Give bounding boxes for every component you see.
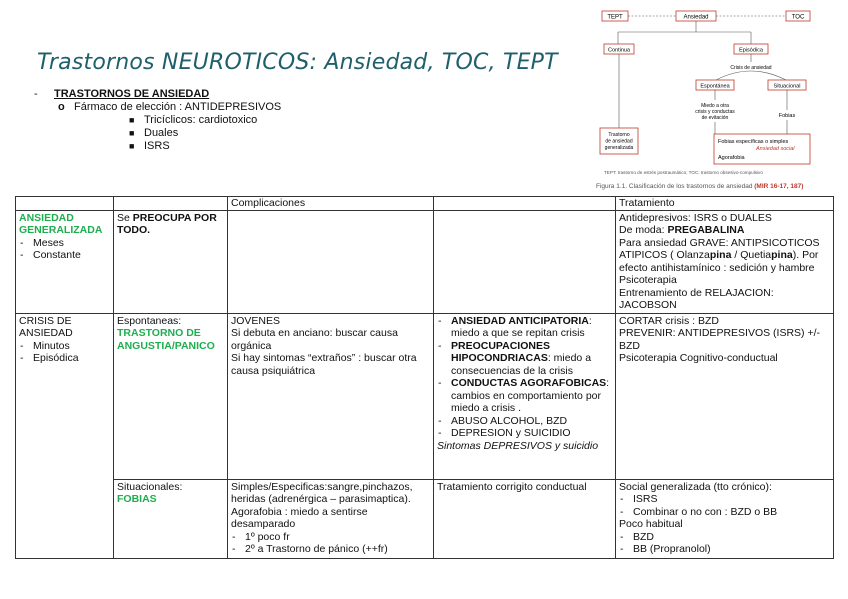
label-miedo-3: de evitación xyxy=(701,115,729,121)
list-item: - Minutos xyxy=(20,339,70,352)
node-episodica: Episódica xyxy=(739,47,763,54)
header-complicaciones: Complicaciones xyxy=(228,197,434,211)
comp-line: Si hay sintomas “extraños” : buscar otra causa psiquiátrica xyxy=(231,352,417,377)
dash-bullet: - xyxy=(34,88,38,100)
type-name: FOBIAS xyxy=(117,493,157,505)
table-header-row xyxy=(16,197,834,211)
tto-line: De moda: PREGABALINA xyxy=(619,224,745,236)
disorder-name: ANSIEDAD GENERALIZADA xyxy=(19,211,103,236)
figure-legend: TEPT: trastorno de estrés postraumático; TOC: trastorno obsesivo-compulsivo xyxy=(604,170,763,175)
node-tag-1: Trastorno xyxy=(608,132,630,138)
node-agorafobia: Agorafobia xyxy=(718,155,745,161)
figure-caption xyxy=(596,183,803,190)
node-tag-3: generalizada xyxy=(604,145,634,151)
disorder-name: CRISIS DE ANSIEDAD xyxy=(19,314,73,339)
square-bullet-icon: ■ xyxy=(129,128,135,138)
comp-line: Agorafobia : miedo a sentirse desamparado xyxy=(231,505,368,530)
list-item: - BB (Propranolol) xyxy=(620,543,711,555)
outline-item xyxy=(34,127,281,140)
tto-line: Antidepresivos: ISRS o DUALES xyxy=(619,211,772,224)
label-fobias: Fobias xyxy=(778,113,796,119)
list-item: - ISRS xyxy=(620,493,658,505)
list-item: - Constante xyxy=(20,249,81,261)
caption-text: Figura 1.1. Clasificación de los trastornos de ansiedad xyxy=(596,183,753,190)
list-item: - 1º poco fr xyxy=(232,530,290,543)
node-toc: TOC xyxy=(791,14,805,21)
classification-diagram xyxy=(596,4,822,192)
header-tratamiento: Tratamiento xyxy=(616,197,834,211)
list-item: - CONDUCTAS AGORAFOBICAS: cambios en comportamiento por miedo a crisis . xyxy=(438,377,610,414)
label-miedo-1: Miedo a otra xyxy=(701,103,729,109)
tto-line: Social generalizada (tto crónico): xyxy=(619,480,772,493)
node-continua: Continua xyxy=(607,47,631,54)
node-ansiedad: Ansiedad xyxy=(683,14,709,21)
type-name: TRASTORNO DE ANGUSTIA/PANICO xyxy=(117,327,215,352)
outline-item xyxy=(34,140,281,153)
header-cell-empty xyxy=(16,197,114,211)
caption-ref: (MIR 16-17, 187) xyxy=(754,183,804,190)
square-bullet-icon: ■ xyxy=(129,115,135,125)
tto-line: Entrenamiento de RELAJACION: JACOBSON xyxy=(619,286,774,311)
comp-line: Simples/Especificas:sangre,pinchazos, heridas (adrenérgica – parasimaptica). xyxy=(231,480,413,505)
outline-item-text: ISRS xyxy=(144,140,170,152)
node-tag-2: de ansiedad xyxy=(605,138,633,145)
header-cell-empty xyxy=(114,197,228,211)
node-situacional: Situacional xyxy=(773,83,801,90)
tto-line: PREVENIR: ANTIDEPRESIVOS (ISRS) +/- BZD xyxy=(619,327,821,352)
node-espontanea: Espontánea xyxy=(700,83,730,90)
cell-type xyxy=(114,479,228,558)
outline-item-text: Duales xyxy=(144,127,179,139)
table-row-crisis-espontaneas xyxy=(16,313,834,479)
cell-type xyxy=(114,313,228,479)
tto-line: Para ansiedad GRAVE: ANTIPSICOTICOS ATIPICOS ( Olanzapina / Quetiapina). Por efecto antihistamínico : sedición y hambre xyxy=(619,236,820,274)
cell-tratamiento xyxy=(616,313,834,479)
list-item: - BZD xyxy=(620,530,654,543)
cell-complicaciones xyxy=(228,479,434,558)
cell-extra xyxy=(434,210,616,313)
outline-subheading: Fármaco de elección : ANTIDEPRESIVOS xyxy=(74,101,282,113)
cell-disorder-name xyxy=(16,210,114,313)
label-miedo-2: crisis y conductas xyxy=(695,109,735,115)
outline-heading: TRASTORNOS DE ANSIEDAD xyxy=(54,88,210,100)
outline-level2 xyxy=(34,101,281,114)
node-ansiedad-social: Ansiedad social xyxy=(756,146,795,152)
outline-item-text: Tricíclicos: cardiotoxico xyxy=(144,114,258,126)
type-label: Situacionales: xyxy=(117,480,183,493)
list-item: - PREOCUPACIONES HIPOCONDRIACAS: miedo a consecuencias de la crisis xyxy=(438,339,592,377)
tto-line: Psicoterapia Cognitivo-conductual xyxy=(619,352,778,364)
node-tept: TEPT xyxy=(607,14,623,21)
table-row-ansiedad-generalizada xyxy=(16,210,834,313)
type-label: Espontaneas: xyxy=(117,314,182,327)
list-item: - ABUSO ALCOHOL, BZD xyxy=(438,414,568,427)
cell-complicaciones xyxy=(228,210,434,313)
intro-outline xyxy=(34,88,281,153)
list-item: - Meses xyxy=(20,236,64,249)
square-bullet-icon: ■ xyxy=(129,141,135,151)
tto-line: Psicoterapia xyxy=(619,274,677,286)
comp-line: JOVENES xyxy=(231,314,281,327)
cell-tratamiento xyxy=(616,210,834,313)
comp-line: Si debuta en anciano: buscar causa orgánica xyxy=(231,327,398,352)
disorders-table xyxy=(15,196,834,559)
list-item: - Episódica xyxy=(20,352,79,364)
header-cell-empty xyxy=(434,197,616,211)
list-item: - 2º a Trastorno de pánico (++fr) xyxy=(232,543,388,555)
list-item: - ANSIEDAD ANTICIPATORIA: miedo a que se repitan crisis xyxy=(438,314,592,339)
cell-description: Se PREOCUPA POR TODO. xyxy=(114,210,228,313)
cell-extra xyxy=(434,313,616,479)
page-title: Trastornos NEUROTICOS: Ansiedad, TOC, TEPT xyxy=(37,50,558,75)
node-fobias-especificas: Fobias específicas o simples xyxy=(718,139,789,145)
list-item: - Combinar o no con : BZD o BB xyxy=(620,505,778,518)
outline-item xyxy=(34,114,281,127)
outline-level1 xyxy=(34,88,281,101)
tto-line: CORTAR crisis : BZD xyxy=(619,314,719,327)
cell-tratamiento xyxy=(616,479,834,558)
cell-disorder-name xyxy=(16,313,114,558)
table-row-crisis-situacionales xyxy=(16,479,834,558)
tto-line: Poco habitual xyxy=(619,518,683,530)
cell-complicaciones xyxy=(228,313,434,479)
circle-bullet-icon: o xyxy=(58,101,65,113)
cell-extra: Tratamiento corrigito conductual xyxy=(434,479,616,558)
list-item: - DEPRESION y SUICIDIO xyxy=(438,427,571,439)
label-crisis: Crisis de ansiedad xyxy=(730,65,772,71)
note-line: Sintomas DEPRESIVOS y suicidio xyxy=(437,439,599,452)
